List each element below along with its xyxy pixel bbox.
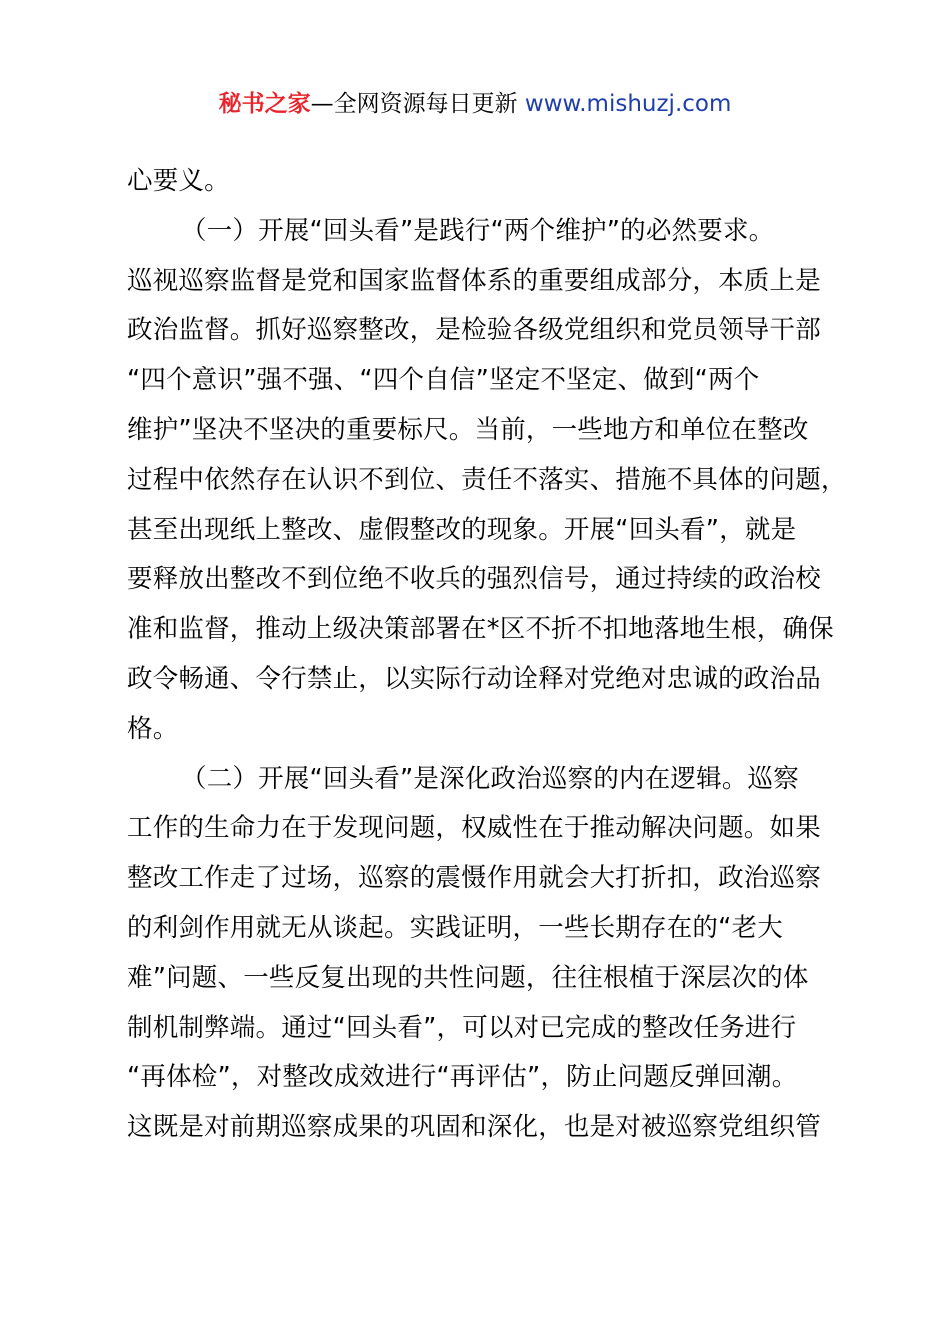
header-tagline: —全网资源每日更新 [310,91,525,117]
brand-name: 秘书之家 [218,91,311,117]
text-line: 心要义。 [127,166,230,196]
text-line: 难”问题、一些反复出现的共性问题，往往根植于深层次的体 [127,962,809,993]
text-line: 的利剑作用就无从谈起。实践证明，一些长期存在的“老大 [127,912,783,943]
text-line: “四个意识”强不强、“四个自信”坚定不坚定、做到“两个 [127,365,760,396]
document-body [127,157,847,1153]
text-line: 格。 [127,713,179,744]
text-line: “再体检”，对整改成效进行“再评估”，防止问题反弹回潮。 [127,1062,798,1093]
text-line: 要释放出整改不到位绝不收兵的强烈信号，通过持续的政治校 [127,564,821,595]
text-line: 维护”坚决不坚决的重要标尺。当前，一些地方和单位在整改 [127,414,809,445]
text-line: 整改工作走了过场，巡察的震慑作用就会大打折扣，政治巡察 [127,863,821,894]
page-header [0,86,950,122]
text-line: 这既是对前期巡察成果的巩固和深化，也是对被巡察党组织管 [127,1112,821,1143]
section-heading-2: （二）开展“回头看”是深化政治巡察的内在逻辑。巡察 [181,763,799,794]
text-line: 政治监督。抓好巡察整改，是检验各级党组织和党员领导干部 [127,315,821,346]
text-line: 工作的生命力在于发现问题，权威性在于推动解决问题。如果 [127,813,821,844]
text-line: 巡视巡察监督是党和国家监督体系的重要组成部分，本质上是 [127,265,821,296]
text-line: 准和监督，推动上级决策部署在*区不折不扣地落地生根，确保 [127,614,834,645]
text-line: 政令畅通、令行禁止，以实际行动诠释对党绝对忠诚的政治品 [127,663,821,694]
text-line: 甚至出现纸上整改、虚假整改的现象。开展“回头看”，就是 [127,514,797,545]
text-line: 制机制弊端。通过“回头看”，可以对已完成的整改任务进行 [127,1012,797,1043]
section-heading-1: （一）开展“回头看”是践行“两个维护”的必然要求。 [181,215,775,246]
text-line: 过程中依然存在认识不到位、责任不落实、措施不具体的问题， [127,464,847,495]
site-url: www.mishuzj.com [524,91,732,117]
